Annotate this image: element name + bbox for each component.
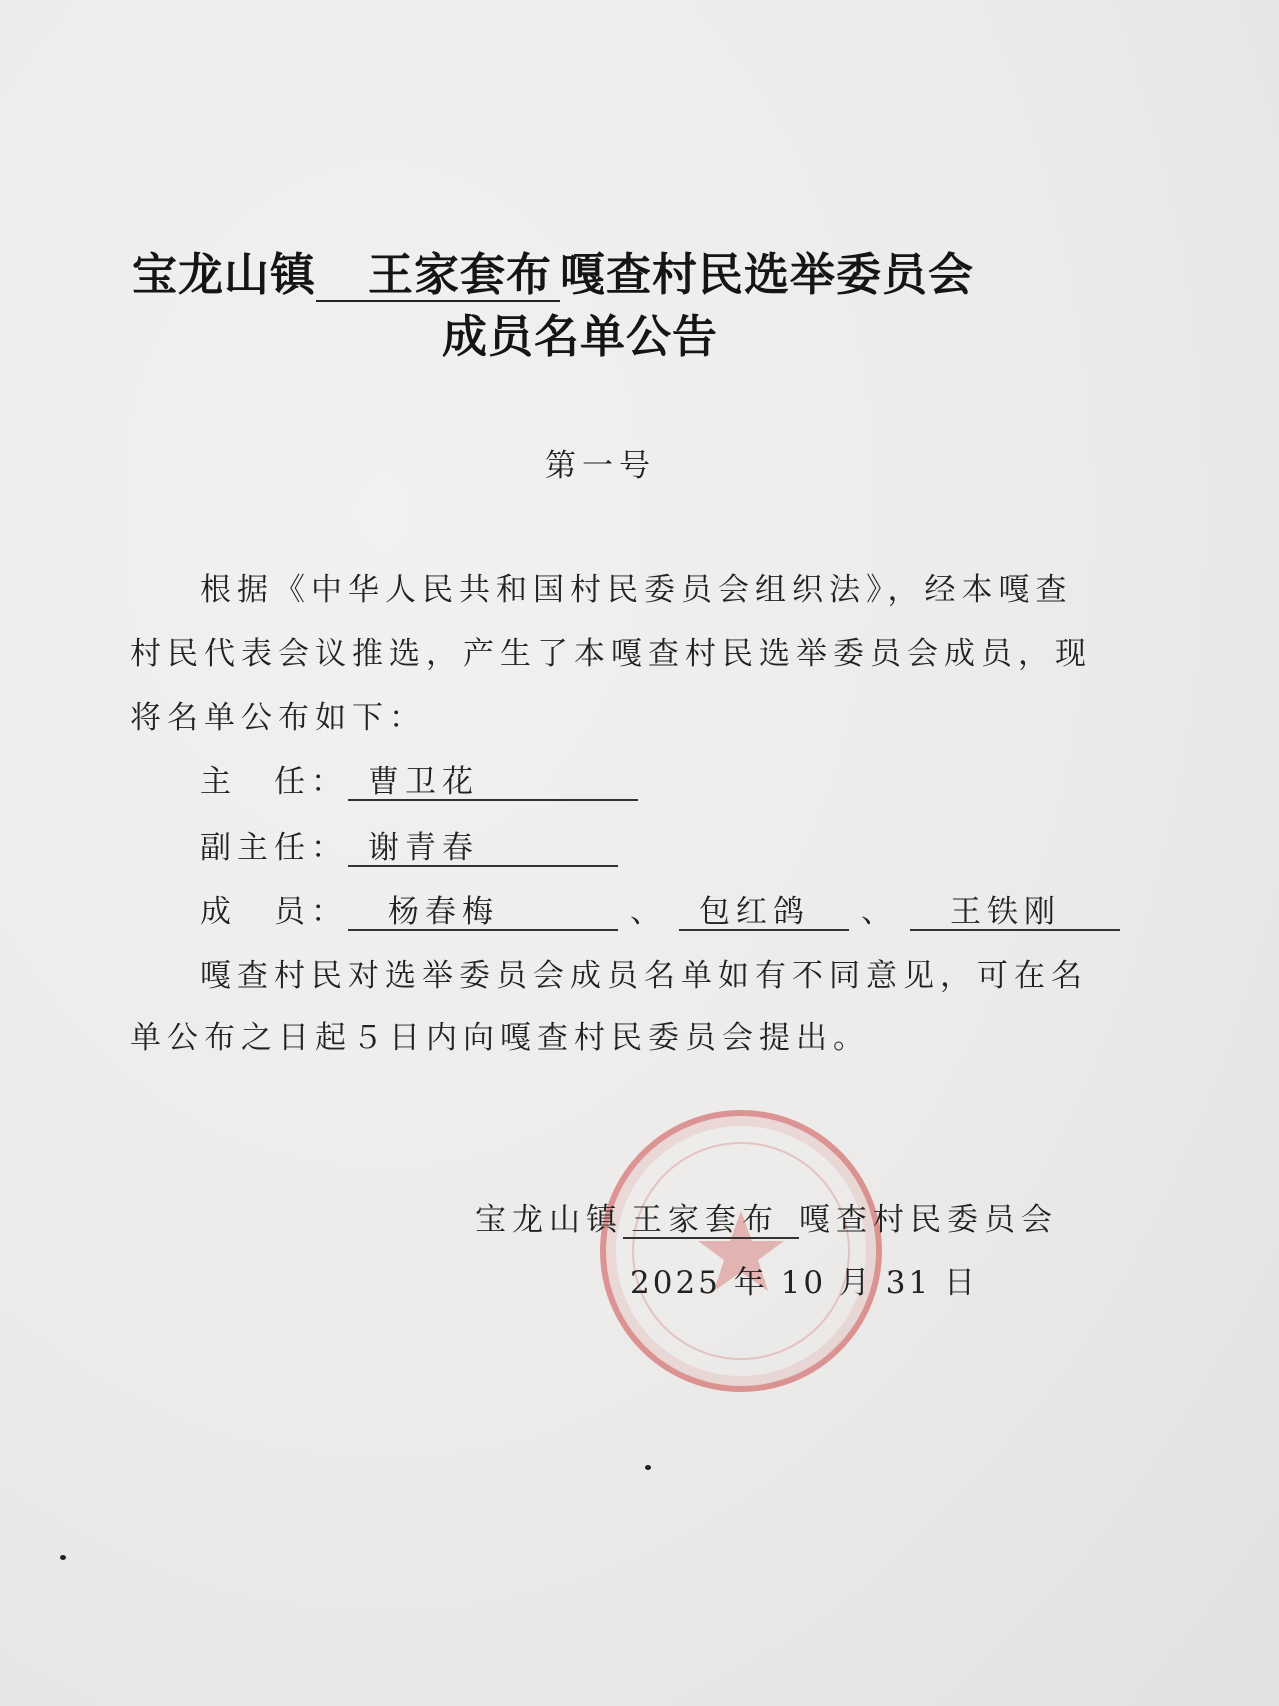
director-label: 主 任： (200, 764, 348, 800)
seal-star-icon (606, 1116, 876, 1386)
signature-date: 2025 年 10 月 31 日 (630, 1265, 979, 1301)
paper-speck (60, 1555, 66, 1560)
paper-speck (645, 1465, 651, 1470)
director-row (200, 756, 638, 801)
notice-line-2: 单公布之日起５日内向嘎查村民委员会提出。 (130, 1020, 870, 1056)
signature-org (475, 1194, 1058, 1239)
paragraph-1-line-3: 将名单公布如下： (130, 700, 426, 736)
director-name: 曹卫花 (348, 765, 638, 801)
members-row (200, 886, 1120, 931)
paragraph-1-line-1: 根据《中华人民共和国村民委员会组织法》，经本嘎查 (200, 572, 1073, 608)
paragraph-1-line-2: 村民代表会议推选，产生了本嘎查村民选举委员会成员，现 (130, 636, 1092, 672)
official-seal (600, 1110, 882, 1392)
title-committee: 嘎查村民选举委员会 (560, 248, 975, 301)
member-name-1: 杨春梅 (348, 895, 618, 931)
title-line-1 (132, 238, 974, 303)
notice-line-1: 嘎查村民对选举委员会成员名单如有不同意见，可在名 (200, 958, 1088, 994)
deputy-row (200, 822, 618, 867)
member-separator: 、 (630, 894, 667, 930)
member-name-2: 包红鸽 (679, 895, 849, 931)
deputy-name: 谢青春 (348, 831, 618, 867)
signature-committee: 嘎查村民委员会 (799, 1202, 1058, 1238)
title-line-2: 成员名单公告 (442, 310, 719, 363)
deputy-label: 副主任： (200, 830, 348, 866)
member-name-3: 王铁刚 (910, 895, 1120, 931)
member-separator: 、 (861, 894, 898, 930)
signature-town: 宝龙山镇 (475, 1202, 623, 1238)
title-village-fill: 王家套布 (316, 250, 560, 302)
title-town: 宝龙山镇 (132, 248, 317, 301)
announcement-number: 第一号 (545, 448, 656, 484)
members-label: 成 员： (200, 894, 348, 930)
signature-village-fill: 王家套布 (623, 1203, 799, 1239)
